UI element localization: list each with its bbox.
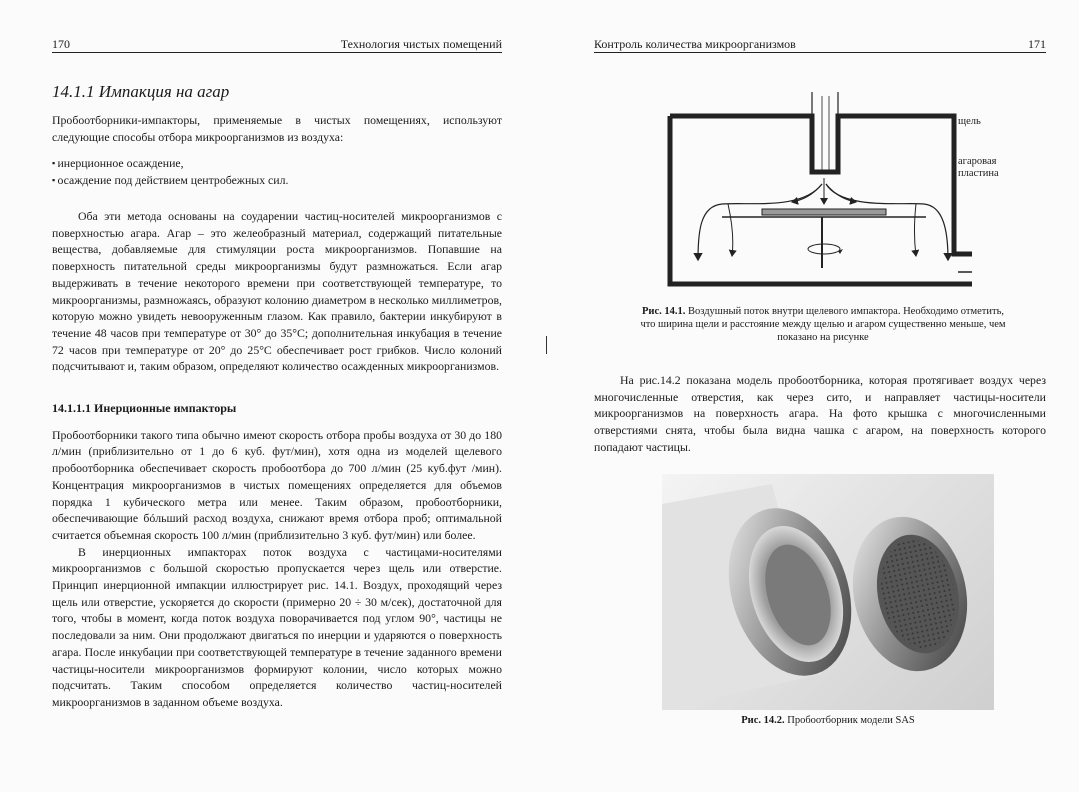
label-agar-plate: агаровая пластина bbox=[958, 156, 999, 179]
impactor-block bbox=[52, 400, 502, 711]
left-running-title: Технология чистых помещений bbox=[340, 37, 502, 51]
figure1-caption bbox=[638, 305, 1008, 344]
list-item: ▪ осаждение под действием центробежных сил. bbox=[52, 172, 502, 189]
intro-block bbox=[52, 112, 502, 189]
figure1-caption-text: Воздушный поток внутри щелевого импактора. Необходимо отметить, что ширина щели и расстояние между щелью и агаром существенно меньше, чем показано на рисунке bbox=[640, 306, 1006, 343]
method-list bbox=[52, 155, 502, 188]
figure2-caption bbox=[662, 714, 994, 727]
right-running-title: Контроль количества микроорганизмов bbox=[594, 37, 796, 51]
sas-sampler-photo bbox=[662, 474, 994, 710]
right-running-header bbox=[594, 36, 1046, 53]
intro-paragraph: Пробоотборники-импакторы, применяемые в чистых помещениях, используют следующие способы отбора микроорганизмов из воздуха: bbox=[52, 113, 502, 144]
agar-block bbox=[52, 208, 502, 375]
right-page-number: 171 bbox=[1028, 37, 1046, 51]
figure1-caption-label: Рис. 14.1. bbox=[642, 306, 686, 317]
list-item: ▪ инерционное осаждение, bbox=[52, 155, 502, 172]
agar-paragraph: Оба эти метода основаны на соударении частиц-носителей микроорганизмов с поверхностью агара. Агар – это желеобразный материал, содержащий питательные вещества, добавляемые для стимуляции роста микроорганизмов. Попавшие на поверхность питательной среды микроорганизмы будут размножаться. Если агар выдерживать в течение некоторого времени при соответствующей температуре, то микроорганизмы, размножаясь, образуют колонию диаметром в несколько миллиметров, которую можно увидеть невооруженным глазом. Как правило, бактерии инкубируют в течение 48 часов при температуре от 30° до 35°С; дополнительная инкубация в течение 72 часов при температуре от 20° до 25°С обеспечивает рост грибков. Число колоний подсчитывают и, таким образом, определяют количество осажденных микроорганизмов. bbox=[52, 209, 502, 374]
slit-impactor-diagram bbox=[662, 92, 972, 292]
agar-plate bbox=[762, 209, 886, 215]
right-page bbox=[540, 0, 1079, 792]
rate-paragraph: Пробоотборники такого типа обычно имеют скорость отбора пробы воздуха от 30 до 180 л/мин (приблизительно от 1 до 6 куб. фут/мин), хотя одна из моделей щелевого пробоотборника обеспечивает скорость пробоотбора до 700 л/мин (25 куб.фут /мин). Концентрация микроорганизмов в чистых помещениях определяется для объемов порядка 1 кубического метра или менее. Таким образом, пробоотборники, обеспечивающие бóльший расход воздуха, снижают время отбора проб; оптимальной считается объемная скорость 100 л/мин (приблизительно 3 куб. фут/мин) или более. bbox=[52, 427, 502, 542]
fig2-paragraph-block bbox=[594, 372, 1046, 456]
left-page-number: 170 bbox=[52, 37, 70, 51]
airflow-left bbox=[698, 184, 822, 260]
principle-paragraph: В инерционных импакторах поток воздуха с частицами-носителями микроорганизмов с большой скоростью пропускается через щель или отверстие. Принцип инерционной импакции иллюстрирует рис. 14.1. Воздух, проходящий через щель или отверстие, ускоряется до скорости (примерно 20 ÷ 30 м/сек), достаточной для того, чтобы в момент, когда поток воздуха поворачивается под углом 90°, частицы не последовали за ним. Они продолжают двигаться по инерции и ударяются о поверхность агара. После инкубации при соответствующей температуре в течение заданного времени частицы-носители микроорганизмов формируют колонии, число которых можно подсчитать. Таким способом определяется количество частиц-носителей микроорганизмов в заданном объеме воздуха. bbox=[52, 544, 502, 709]
label-slit: щель bbox=[958, 116, 981, 127]
figure2-caption-label: Рис. 14.2. bbox=[741, 715, 785, 726]
figure2-caption-text: Пробоотборник модели SAS bbox=[787, 715, 915, 726]
subsection-title: 14.1.1.1 Инерционные импакторы bbox=[52, 401, 237, 415]
left-running-header bbox=[52, 36, 502, 53]
fig2-paragraph: На рис.14.2 показана модель пробоотборника, которая протягивает воздух через многочисленные отверстия, как через сито, и направляет частицы-носители микроорганизмов на поверхность агара. На фото крышка с многочисленными отверстиями снята, чтобы была видна чашка с агаром, на поверхность которого попадают частицы. bbox=[594, 373, 1046, 454]
airflow-right bbox=[826, 184, 948, 260]
section-title: 14.1.1 Импакция на агар bbox=[52, 82, 230, 101]
